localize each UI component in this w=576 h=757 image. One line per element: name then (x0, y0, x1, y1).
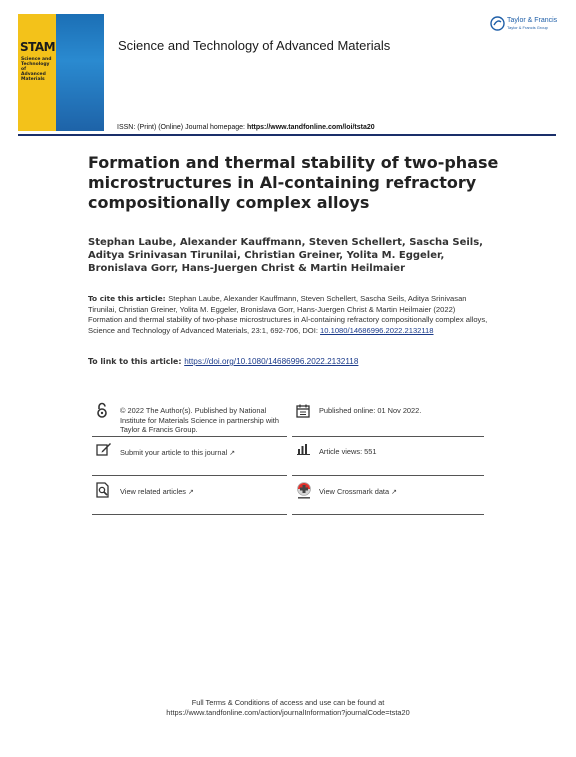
info-divider (92, 475, 287, 476)
footer-terms-url[interactable]: https://www.tandfonline.com/action/journalInformation?journalCode=tsta20 (166, 708, 410, 717)
citation-block (88, 294, 488, 336)
footer (0, 698, 576, 718)
article-views: Article views: 551 (319, 447, 377, 456)
published-date: Published online: 01 Nov 2022. (319, 406, 422, 415)
calendar-icon (296, 404, 310, 418)
author-list: Stephan Laube, Alexander Kauffmann, Steven Schellert, Sascha Seils, Aditya Srinivasan Tirunilai, Christian Greiner, Yolita M. Eggeler, Bronislava Gorr, Hans-Juergen Christ & Martin Heilmaier (88, 237, 483, 274)
info-divider (292, 475, 484, 476)
article-doi-url[interactable]: https://doi.org/10.1080/14686996.2022.2132118 (184, 357, 359, 366)
external-link-icon: ↗ (391, 489, 397, 496)
bar-chart-icon (297, 443, 311, 455)
issn-line (117, 124, 375, 131)
issn-label: ISSN: (Print) (Online) Journal homepage: (117, 124, 247, 131)
citation-label: To cite this article: (88, 294, 169, 303)
journal-title[interactable]: Science and Technology of Advanced Materials (118, 38, 391, 53)
external-link-icon: ↗ (188, 489, 194, 496)
cover-publisher-marks (21, 123, 55, 127)
article-title: Formation and thermal stability of two-phase microstructures in Al-containing refractory compositionally complex alloys (88, 153, 499, 212)
crossmark-icon (296, 482, 312, 500)
submit-article-link[interactable]: Submit your article to this journal ↗ (120, 448, 236, 457)
related-articles-icon (96, 482, 111, 498)
info-divider (92, 436, 287, 437)
article-link-line (88, 357, 358, 366)
journal-homepage-link[interactable]: https://www.tandfonline.com/loi/tsta20 (246, 124, 375, 131)
info-divider (292, 514, 484, 515)
doi-link[interactable]: 10.1080/14686996.2022.2132118 (320, 325, 434, 335)
cover-artwork (56, 14, 104, 131)
publisher-logo-icon (490, 16, 505, 31)
license-text: © 2022 The Author(s). Published by National Institute for Materials Science in partnership with Taylor & Francis Group. (120, 406, 279, 434)
publisher-name: Taylor & Francis (507, 17, 558, 24)
edit-icon (96, 442, 112, 456)
external-link-icon: ↗ (229, 450, 236, 457)
citation-text: Stephan Laube, Alexander Kauffmann, Steven Schellert, Sascha Seils, Aditya Srinivasan Tirunilai, Christian Greiner, Yolita M. Eggeler, Bronislava Gorr, Hans-Juergen Christ & Martin Heilmaier (2022) Formation and thermal stability of two-phase microstructures in Al-containing refractory compositionally complex alloys, Science and Technology of Advanced Materials, 23:1, 692-706, DOI: (88, 294, 488, 335)
info-divider (92, 514, 287, 515)
cover-journal-name: Science and Technology of Advanced Materials (21, 57, 52, 82)
journal-cover (18, 14, 104, 131)
cover-acronym: STAM (20, 40, 56, 54)
publisher-logo[interactable] (490, 16, 560, 34)
info-divider (292, 436, 484, 437)
open-access-icon (96, 402, 108, 418)
header-divider (18, 134, 556, 136)
footer-terms: Full Terms & Conditions of access and use can be found at (191, 698, 385, 707)
related-articles-link[interactable]: View related articles ↗ (120, 487, 194, 496)
publisher-tagline: Taylor & Francis Group (507, 25, 548, 30)
crossmark-link[interactable]: View Crossmark data ↗ (319, 487, 397, 496)
article-link-label: To link to this article: (88, 357, 185, 366)
